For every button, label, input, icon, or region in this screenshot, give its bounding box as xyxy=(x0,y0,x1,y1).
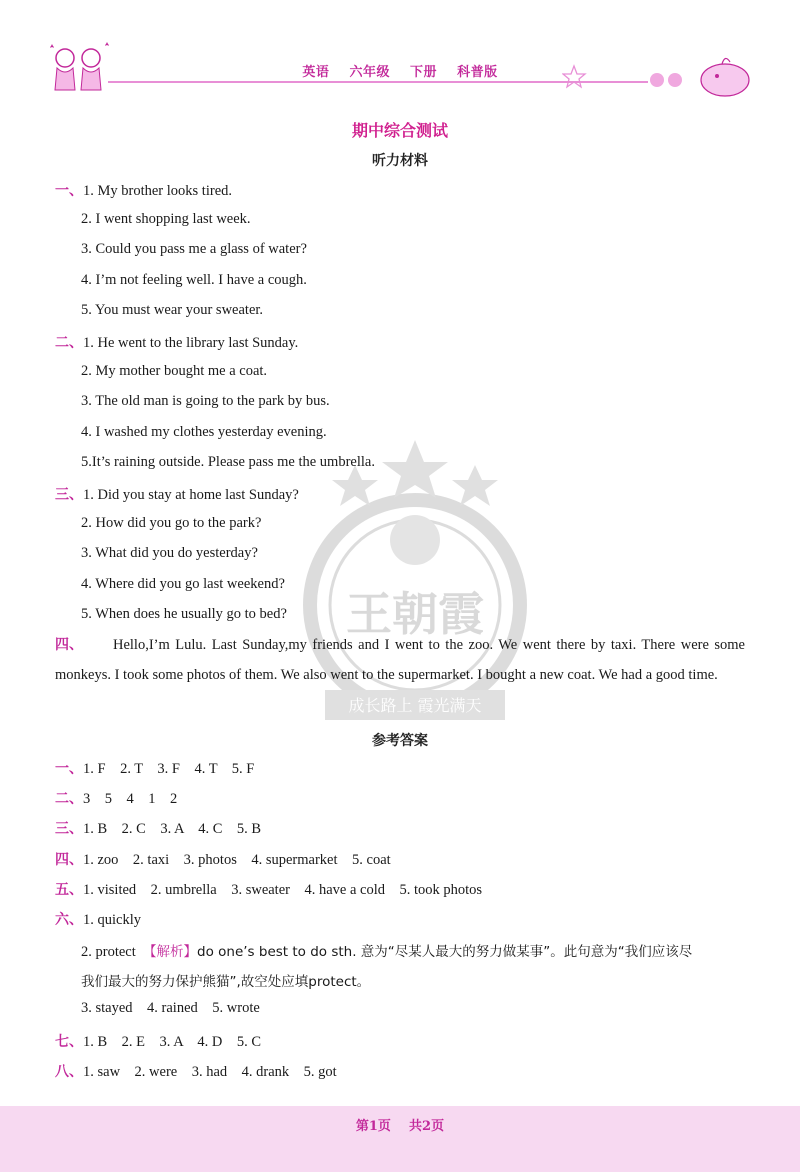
answer-row-6: 六、1. quickly xyxy=(55,912,141,928)
section-number: 二、 xyxy=(55,335,83,351)
section-number: 一、 xyxy=(55,183,83,199)
listening-3-item-2: 2. How did you go to the park? xyxy=(81,515,262,531)
listening-1-item-4: 4. I’m not feeling well. I have a cough. xyxy=(81,272,307,288)
answers-section-title: 参考答案 xyxy=(372,733,428,749)
listening-2-item-2: 2. My mother bought me a coat. xyxy=(81,363,268,379)
listening-3-item-5: 5. When does he usually go to bed? xyxy=(81,606,287,622)
watermark-seal-icon xyxy=(300,440,530,740)
star-dots-whale-icon xyxy=(562,52,752,102)
answer-row-4: 四、1. zoo 2. taxi 3. photos 4. supermarket 5. coat xyxy=(55,852,391,868)
listening-2-item-3: 3. The old man is going to the park by bus. xyxy=(81,393,330,409)
listening-3-item-1: 三、1. Did you stay at home last Sunday? xyxy=(55,484,299,504)
explanation-tag: 【解析】 xyxy=(143,944,198,960)
listening-section-title: 听力材料 xyxy=(372,153,428,169)
answer-row-5: 五、1. visited 2. umbrella 3. sweater 4. have a cold 5. took photos xyxy=(55,882,483,898)
watermark-name: 王朝霞 xyxy=(346,587,484,641)
answer-row-2: 二、3 5 4 1 2 xyxy=(55,791,178,807)
listening-1-item-3: 3. Could you pass me a glass of water? xyxy=(81,241,307,257)
answer-row-6-explanation-cont: 我们最大的努力保护熊猫”,故空处应填protect。 xyxy=(81,974,371,990)
listening-1-item-1: 一、1. My brother looks tired. xyxy=(55,180,232,200)
listening-4-passage: 四、 Hello,I’m Lulu. Last Sunday,my friends and I went to the zoo. We went there by taxi. There were some monkeys. I took some photos of them. We also went to the supermarket. I bought a new coat. We had a good time. xyxy=(55,630,745,691)
page-header xyxy=(0,0,800,110)
watermark-slogan: 成长路上 霞光满天 xyxy=(348,696,482,715)
section-number: 三、 xyxy=(55,487,83,503)
listening-2-item-5: 5.It’s raining outside. Please pass me the umbrella. xyxy=(81,454,375,470)
listening-1-item-5: 5. You must wear your sweater. xyxy=(81,302,264,318)
listening-1-item-2: 2. I went shopping last week. xyxy=(81,211,251,227)
section-number: 四、 xyxy=(55,637,83,653)
answer-row-6-explanation: 2. protect 【解析】do one’s best to do sth. 意为“尽某人最大的努力做某事”。此句意为“我们应该尽 xyxy=(81,944,693,960)
listening-2-item-4: 4. I washed my clothes yesterday evening. xyxy=(81,424,327,440)
answer-row-3: 三、1. B 2. C 3. A 4. C 5. B xyxy=(55,821,262,837)
answer-row-8: 八、1. saw 2. were 3. had 4. drank 5. got xyxy=(55,1064,337,1080)
listening-3-item-3: 3. What did you do yesterday? xyxy=(81,545,258,561)
page-number: 第1页 共2页 xyxy=(355,1119,445,1134)
answer-row-7: 七、1. B 2. E 3. A 4. D 5. C xyxy=(55,1034,262,1050)
listening-2-item-1: 二、1. He went to the library last Sunday. xyxy=(55,332,298,352)
answer-row-1: 一、1. F 2. T 3. F 4. T 5. F xyxy=(55,761,255,777)
answer-row-6-more: 3. stayed 4. rained 5. wrote xyxy=(81,1000,260,1016)
header-title: 英语 六年级 下册 科普版 xyxy=(302,65,498,80)
listening-3-item-4: 4. Where did you go last weekend? xyxy=(81,576,285,592)
page-title: 期中综合测试 xyxy=(351,121,448,140)
